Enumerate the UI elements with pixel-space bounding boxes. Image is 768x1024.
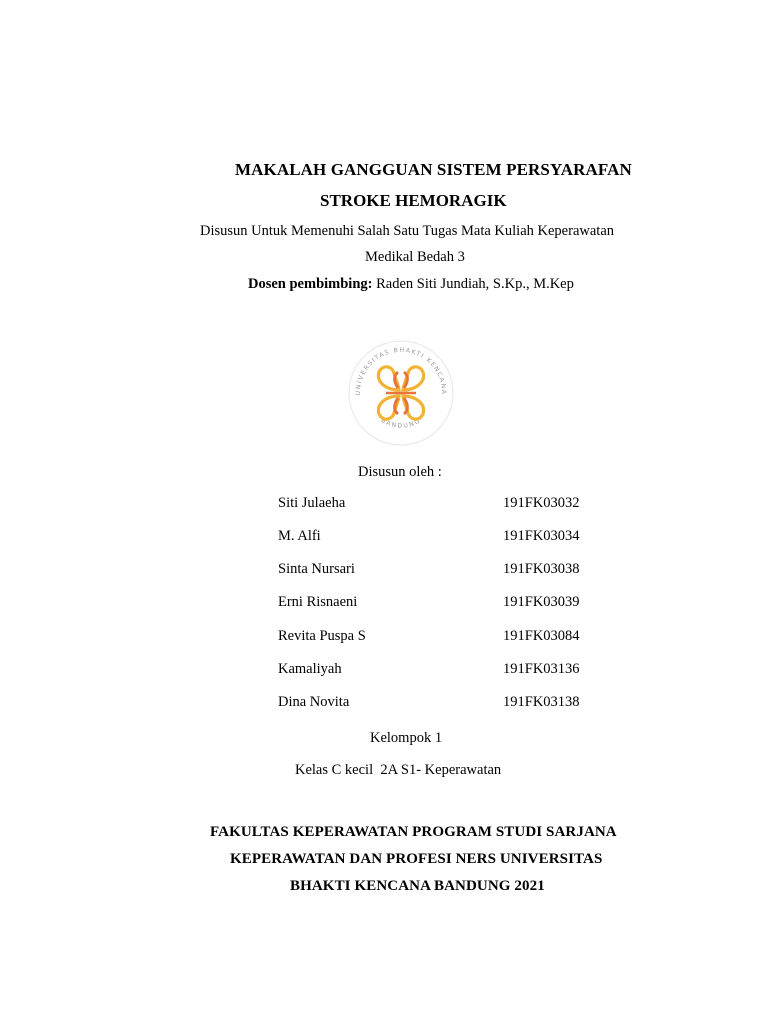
member-id: 191FK03032 [503, 495, 580, 511]
member-id: 191FK03138 [503, 694, 580, 710]
subtitle-line-1: Disusun Untuk Memenuhi Salah Satu Tugas Mata Kuliah Keperawatan [200, 223, 615, 239]
member-id: 191FK03034 [503, 528, 580, 544]
member-name: Kamaliyah [278, 661, 342, 677]
university-logo [346, 338, 456, 448]
faculty-line-2: KEPERAWATAN DAN PROFESI NERS UNIVERSITAS [230, 851, 603, 867]
member-id: 191FK03039 [503, 594, 580, 610]
supervisor-line [248, 276, 574, 293]
member-name: M. Alfi [278, 528, 321, 544]
member-id: 191FK03136 [503, 661, 580, 677]
subtitle-line-2: Medikal Bedah 3 [365, 249, 465, 265]
member-id: 191FK03038 [503, 561, 580, 577]
logo-ring-text-top: UNIVERSITAS BHAKTI KENCANA [354, 346, 448, 396]
group-label: Kelompok 1 [370, 730, 443, 746]
supervisor-label: Dosen pembimbing: [248, 276, 373, 292]
university-logo-graphic [346, 338, 456, 448]
logo-flower-icon [378, 367, 423, 419]
member-name: Revita Puspa S [278, 628, 366, 644]
member-name: Dina Novita [278, 694, 350, 710]
member-name: Sinta Nursari [278, 561, 355, 577]
supervisor-name: Raden Siti Jundiah, S.Kp., M.Kep [372, 276, 574, 292]
logo-ring-text-bottom: BANDUNG [379, 417, 423, 430]
authors-label: Disusun oleh : [358, 464, 442, 480]
document-title-line-1: MAKALAH GANGGUAN SISTEM PERSYARAFAN [235, 160, 632, 179]
faculty-line-1: FAKULTAS KEPERAWATAN PROGRAM STUDI SARJANA [210, 824, 617, 840]
document-title-line-2: STROKE HEMORAGIK [320, 191, 507, 210]
member-name: Siti Julaeha [278, 495, 346, 511]
class-label: Kelas C kecil 2A S1- Keperawatan [295, 762, 502, 778]
member-id: 191FK03084 [503, 628, 580, 644]
faculty-line-3: BHAKTI KENCANA BANDUNG 2021 [290, 878, 545, 894]
member-name: Erni Risnaeni [278, 594, 358, 610]
